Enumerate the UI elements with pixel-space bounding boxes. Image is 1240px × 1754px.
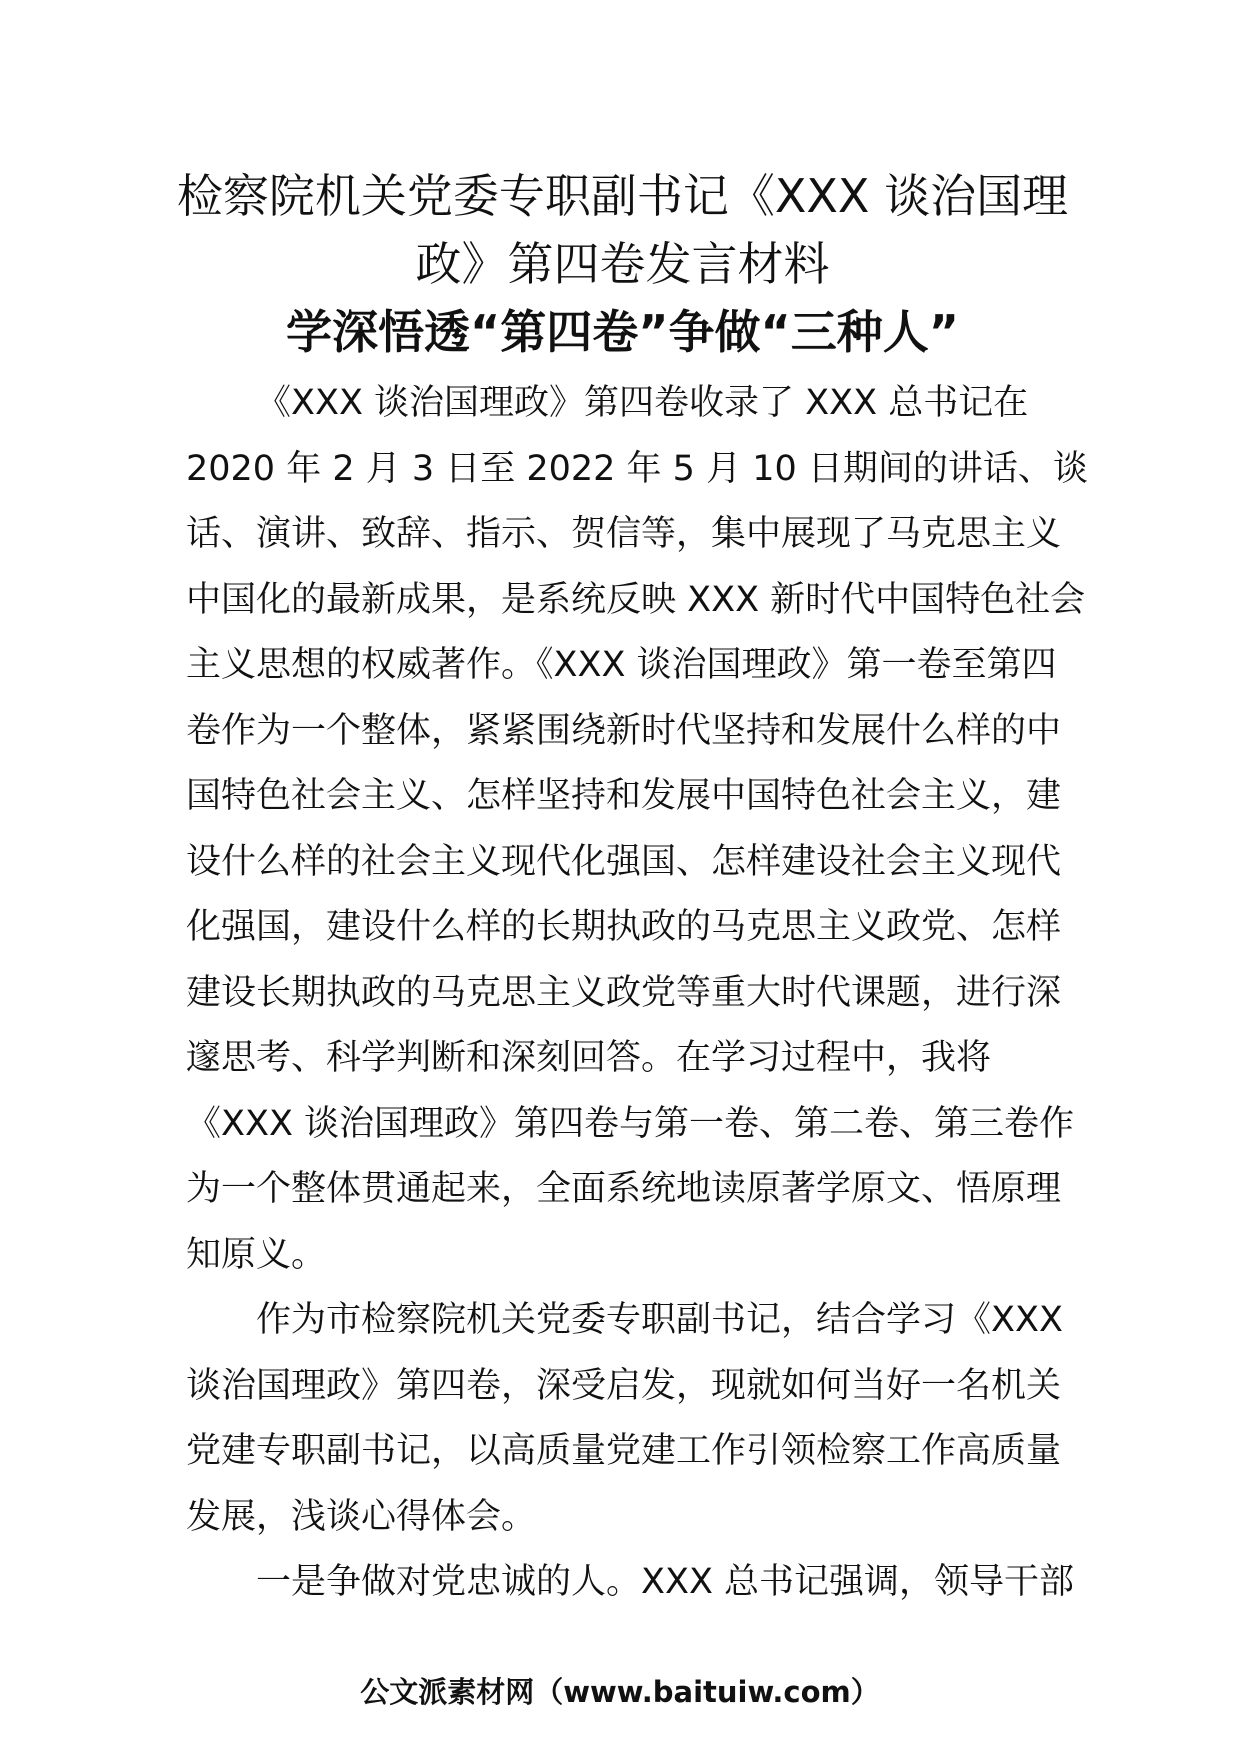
body-line: 发展，浅谈心得体会。 — [186, 1496, 537, 1537]
body-line: 卷作为一个整体，紧紧围绕新时代坚持和发展什么样的中 — [186, 710, 1062, 751]
body-line: 谈治国理政》第四卷，深受启发，现就如何当好一名机关 — [186, 1365, 1062, 1406]
footer-source: 公文派素材网（www.baituiw.com） — [360, 1675, 880, 1709]
body-line: 2020 年 2 月 3 日至 2022 年 5 月 10 日期间的讲话、谈 — [186, 448, 1088, 489]
body-line: 设什么样的社会主义现代化强国、怎样建设社会主义现代 — [186, 841, 1062, 882]
body-line: 中国化的最新成果，是系统反映 XXX 新时代中国特色社会 — [186, 579, 1086, 620]
document-body — [186, 371, 1240, 1616]
document-subtitle: 学深悟透“第四卷”争做“三种人” — [286, 305, 959, 359]
body-line: 作为市检察院机关党委专职副书记，结合学习《XXX — [256, 1300, 1063, 1340]
body-line: 知原义。 — [186, 1234, 327, 1275]
body-line: 《XXX 谈治国理政》第四卷与第一卷、第二卷、第三卷作 — [186, 1103, 1075, 1144]
body-line: 邃思考、科学判断和深刻回答。在学习过程中，我将 — [186, 1038, 992, 1078]
body-line: 一是争做对党忠诚的人。XXX 总书记强调，领导干部 — [256, 1562, 1075, 1602]
body-line: 国特色社会主义、怎样坚持和发展中国特色社会主义，建 — [186, 776, 1062, 816]
body-line: 《XXX 谈治国理政》第四卷收录了 XXX 总书记在 — [256, 383, 1029, 423]
body-line: 党建专职副书记，以高质量党建工作引领检察工作高质量 — [186, 1431, 1062, 1471]
body-line: 话、演讲、致辞、指示、贺信等，集中展现了马克思主义 — [186, 514, 1062, 554]
body-line: 为一个整体贯通起来，全面系统地读原著学原文、悟原理 — [186, 1169, 1062, 1209]
document-title-line-1: 检察院机关党委专职副书记《XXX 谈治国理 — [176, 169, 1069, 223]
document-title-line-2: 政》第四卷发言材料 — [415, 237, 830, 291]
body-line: 主义思想的权威著作。《XXX 谈治国理政》第一卷至第四 — [186, 645, 1057, 685]
body-line: 建设长期执政的马克思主义政党等重大时代课题，进行深 — [186, 972, 1062, 1013]
body-line: 化强国，建设什么样的长期执政的马克思主义政党、怎样 — [186, 907, 1062, 947]
